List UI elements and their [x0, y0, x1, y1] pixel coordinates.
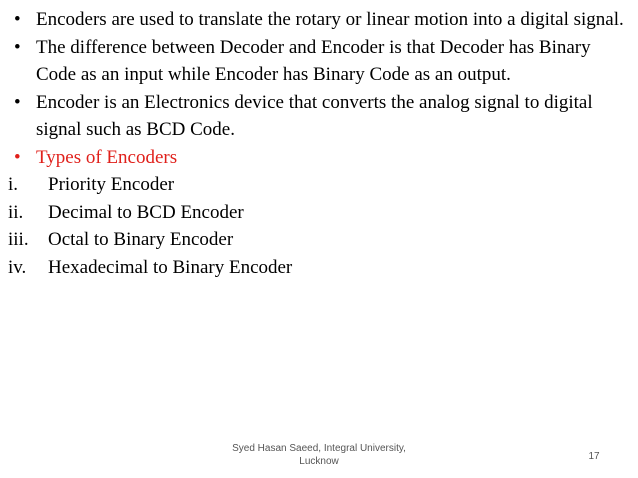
- list-item-octal-to-binary-encoder: [8, 226, 624, 254]
- bullet-item-encoders-purpose: [14, 6, 624, 34]
- list-item-text: Hexadecimal to Binary Encoder: [48, 256, 293, 278]
- bullet-text: Encoder is an Electronics device that converts the analog signal to digital signal such as BCD Code.: [36, 91, 593, 140]
- bullet-item-decoder-encoder-difference: [14, 34, 624, 89]
- bullet-marker: •: [14, 91, 21, 113]
- bullet-text: The difference between Decoder and Encoder is that Decoder has Binary Code as an input while Encoder has Binary Code as an output.: [36, 36, 591, 85]
- bullet-marker: •: [14, 36, 21, 58]
- list-item-text: Octal to Binary Encoder: [48, 229, 234, 250]
- list-numeral: iv.: [8, 256, 27, 278]
- list-numeral: i.: [8, 174, 19, 195]
- slide-content: [8, 6, 624, 281]
- page-number: 17: [588, 451, 600, 462]
- bullet-item-types-heading: [14, 144, 624, 172]
- list-item-decimal-to-bcd-encoder: [8, 199, 624, 227]
- list-numeral: iii.: [8, 229, 29, 250]
- list-numeral: ii.: [8, 201, 24, 223]
- footer-author: Syed Hasan Saeed, Integral University, Lucknow: [232, 443, 406, 467]
- bullet-marker: •: [14, 9, 21, 30]
- list-item-hexadecimal-to-binary-encoder: [8, 254, 624, 282]
- bullet-marker: •: [14, 146, 21, 168]
- bullet-text: Types of Encoders: [36, 146, 178, 168]
- list-item-text: Decimal to BCD Encoder: [48, 201, 244, 223]
- bullet-item-encoder-definition: [14, 89, 624, 144]
- bullet-text: Encoders are used to translate the rotary or linear motion into a digital signal.: [36, 9, 624, 30]
- list-item-text: Priority Encoder: [48, 174, 175, 195]
- list-item-priority-encoder: [8, 171, 624, 199]
